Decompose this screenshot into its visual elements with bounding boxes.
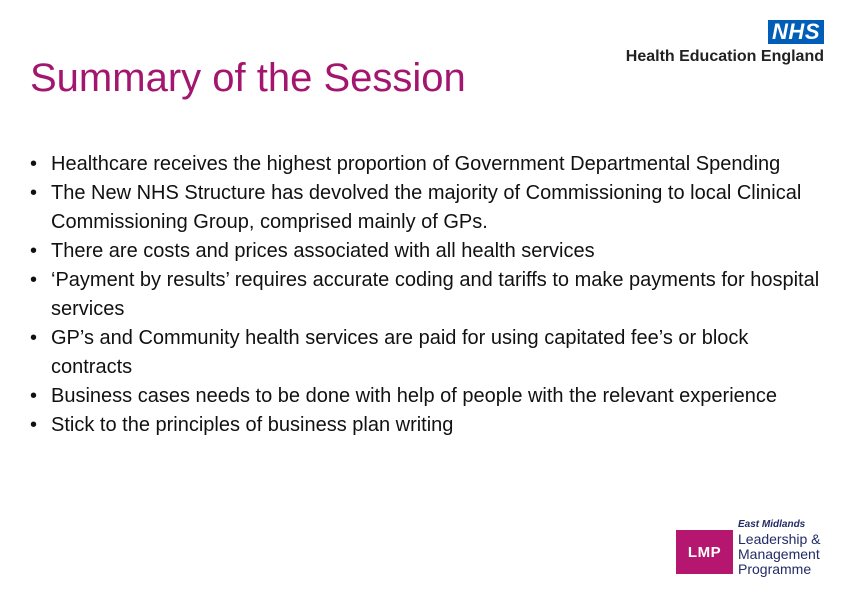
summary-bullet-list xyxy=(30,150,820,440)
bullet-text: ‘Payment by results’ requires accurate coding and tariffs to make payments for hospital services xyxy=(51,269,820,320)
lmp-logo-mark: LMP xyxy=(676,530,733,574)
bullet-text: The New NHS Structure has devolved the majority of Commissioning to local Clinical Commissioning Group, comprised mainly of GPs. xyxy=(51,182,802,233)
slide-title: Summary of the Session xyxy=(30,56,466,100)
nhs-logo-mark: NHS xyxy=(768,20,824,44)
bullet-text: Business cases needs to be done with help of people with the relevant experience xyxy=(51,385,778,407)
bullet-dot: • xyxy=(30,414,38,436)
bullet-text: Healthcare receives the highest proportion of Government Departmental Spending xyxy=(51,153,781,175)
bullet-item xyxy=(30,411,820,440)
bullet-dot: • xyxy=(30,327,38,349)
bullet-item xyxy=(30,324,820,382)
lmp-programme-name: Leadership & Management Programme xyxy=(738,531,821,577)
bullet-item xyxy=(30,150,820,179)
nhs-organisation-name: Health Education England xyxy=(625,48,824,65)
bullet-dot: • xyxy=(30,269,38,291)
bullet-dot: • xyxy=(30,385,38,407)
bullet-dot: • xyxy=(30,240,38,262)
bullet-text: There are costs and prices associated with all health services xyxy=(51,240,595,262)
nhs-hee-logo xyxy=(584,20,824,70)
lmp-region-label: East Midlands xyxy=(738,519,806,530)
bullet-item xyxy=(30,179,820,237)
bullet-item xyxy=(30,382,820,411)
bullet-dot: • xyxy=(30,182,38,204)
bullet-item xyxy=(30,266,820,324)
lmp-logo xyxy=(676,520,836,580)
bullet-dot: • xyxy=(30,153,38,175)
bullet-text: GP’s and Community health services are paid for using capitated fee’s or block contracts xyxy=(51,327,749,378)
bullet-item xyxy=(30,237,820,266)
bullet-text: Stick to the principles of business plan writing xyxy=(51,414,454,436)
